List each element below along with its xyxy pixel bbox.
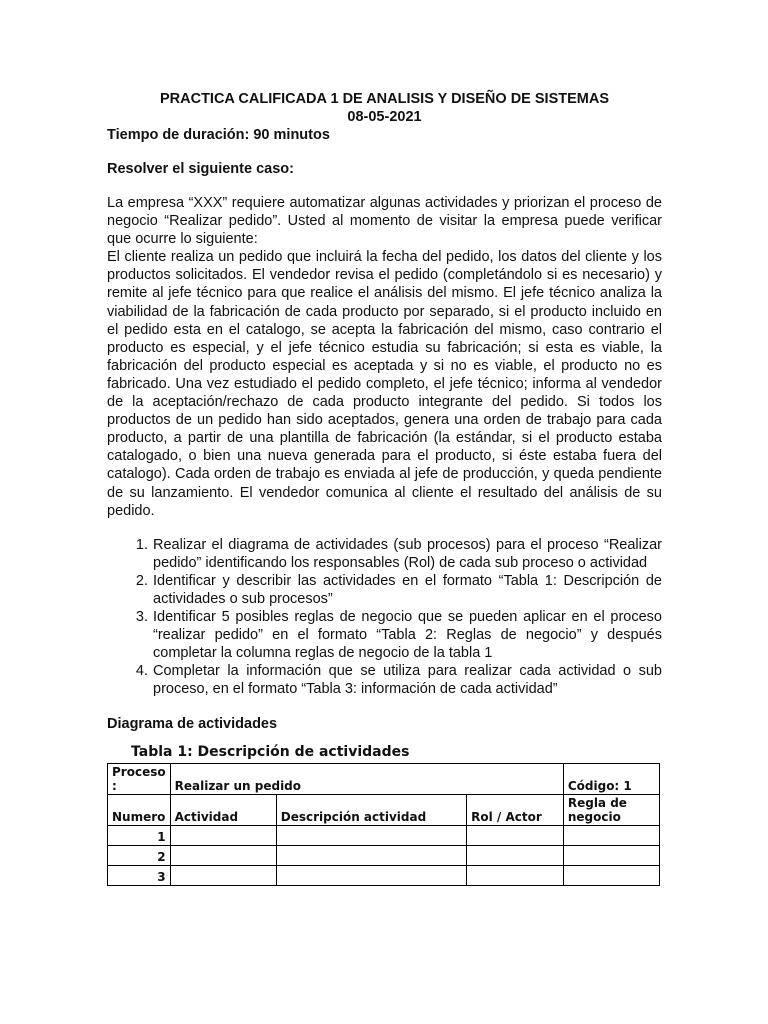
table-cell[interactable] — [467, 825, 564, 845]
header-descripcion: Descripción actividad — [276, 794, 466, 825]
row-number: 1 — [108, 825, 171, 845]
header-rol: Rol / Actor — [467, 794, 564, 825]
resolve-heading: Resolver el siguiente caso: — [107, 161, 294, 177]
proceso-value-cell: Realizar un pedido — [170, 763, 563, 794]
task-item: 2. Identificar y describir las actividades en el formato “Tabla 1: Descripción de actividades o sub procesos” — [152, 572, 662, 608]
table-cell[interactable] — [170, 825, 276, 845]
table-cell[interactable] — [563, 825, 659, 845]
table-cell[interactable] — [563, 845, 659, 865]
document-date: 08-05-2021 — [347, 109, 422, 125]
activities-table — [107, 763, 660, 886]
diagram-heading: Diagrama de actividades — [107, 715, 278, 732]
document-title: PRACTICA CALIFICADA 1 DE ANALISIS Y DISEÑO DE SISTEMAS — [159, 91, 609, 107]
table-cell[interactable] — [276, 865, 466, 885]
table-row — [108, 845, 660, 865]
table-row — [108, 825, 660, 845]
intro-paragraph: La empresa “XXX” requiere automatizar algunas actividades y priorizan el proceso de negocio “Realizar pedido”. Usted al momento de visitar la empresa puede verificar que ocurre lo siguiente: — [107, 195, 662, 248]
table-cell[interactable] — [276, 825, 466, 845]
table-cell[interactable] — [467, 865, 564, 885]
task-list — [107, 536, 662, 699]
table-cell[interactable] — [563, 865, 659, 885]
table-row — [108, 763, 660, 794]
table-row — [108, 794, 660, 825]
header-numero: Numero — [108, 794, 171, 825]
row-number: 2 — [108, 845, 171, 865]
table-cell[interactable] — [170, 865, 276, 885]
table-cell[interactable] — [467, 845, 564, 865]
table-row — [108, 865, 660, 885]
task-item: 4. Completar la información que se utiliza para realizar cada actividad o sub proceso, en el formato “Tabla 3: información de cada actividad” — [152, 662, 662, 698]
header-regla: Regla de negocio — [563, 794, 659, 825]
table-cell[interactable] — [276, 845, 466, 865]
task-item: 3. Identificar 5 posibles reglas de negocio que se pueden aplicar en el proceso “realizar pedido” en el formato “Tabla 2: Reglas de negocio” y después completar la columna reglas de negocio de la tabla 1 — [152, 608, 662, 662]
proceso-label-cell: Proceso : — [108, 763, 171, 794]
row-number: 3 — [108, 865, 171, 885]
case-paragraph: El cliente realiza un pedido que incluirá la fecha del pedido, los datos del cliente y los productos solicitados. El vendedor revisa el pedido (completándolo si es necesario) y remite al jefe técnico para que realice el análisis del mismo. El jefe técnico analiza la viabilidad de la fabricación de cada producto por separado, si el producto incluido en el pedido esta en el catalogo, se acepta la fabricación del mismo, caso contrario el producto es especial, y el jefe técnico estudia su fabricación; si esta es viable, la fabricación del producto especial es aceptada y si no es viable, el producto no es fabricado. Una vez estudiado el pedido completo, el jefe técnico; informa al vendedor de la aceptación/rechazo de cada producto integrante del pedido. Si todos los productos de un pedido han sido aceptados, genera una orden de trabajo para cada producto, a partir de una plantilla de fabricación (la estándar, si el producto estaba catalogado, o bien una nueva generada para el producto, si éste estaba fuera del catalogo). Cada orden de trabajo es enviada al jefe de producción, y queda pendiente de su lanzamiento. El vendedor comunica al cliente el resultado del análisis de su pedido. — [107, 249, 662, 519]
task-item: 1. Realizar el diagrama de actividades (sub procesos) para el proceso “Realizar pedido” identificando los responsables (Rol) de cada sub proceso o actividad — [152, 536, 662, 572]
document-page — [107, 90, 662, 886]
header-actividad: Actividad — [170, 794, 276, 825]
table-cell[interactable] — [170, 845, 276, 865]
table1-title: Tabla 1: Descripción de actividades — [131, 743, 410, 760]
codigo-cell: Código: 1 — [563, 763, 659, 794]
duration-line: Tiempo de duración: 90 minutos — [107, 127, 330, 143]
